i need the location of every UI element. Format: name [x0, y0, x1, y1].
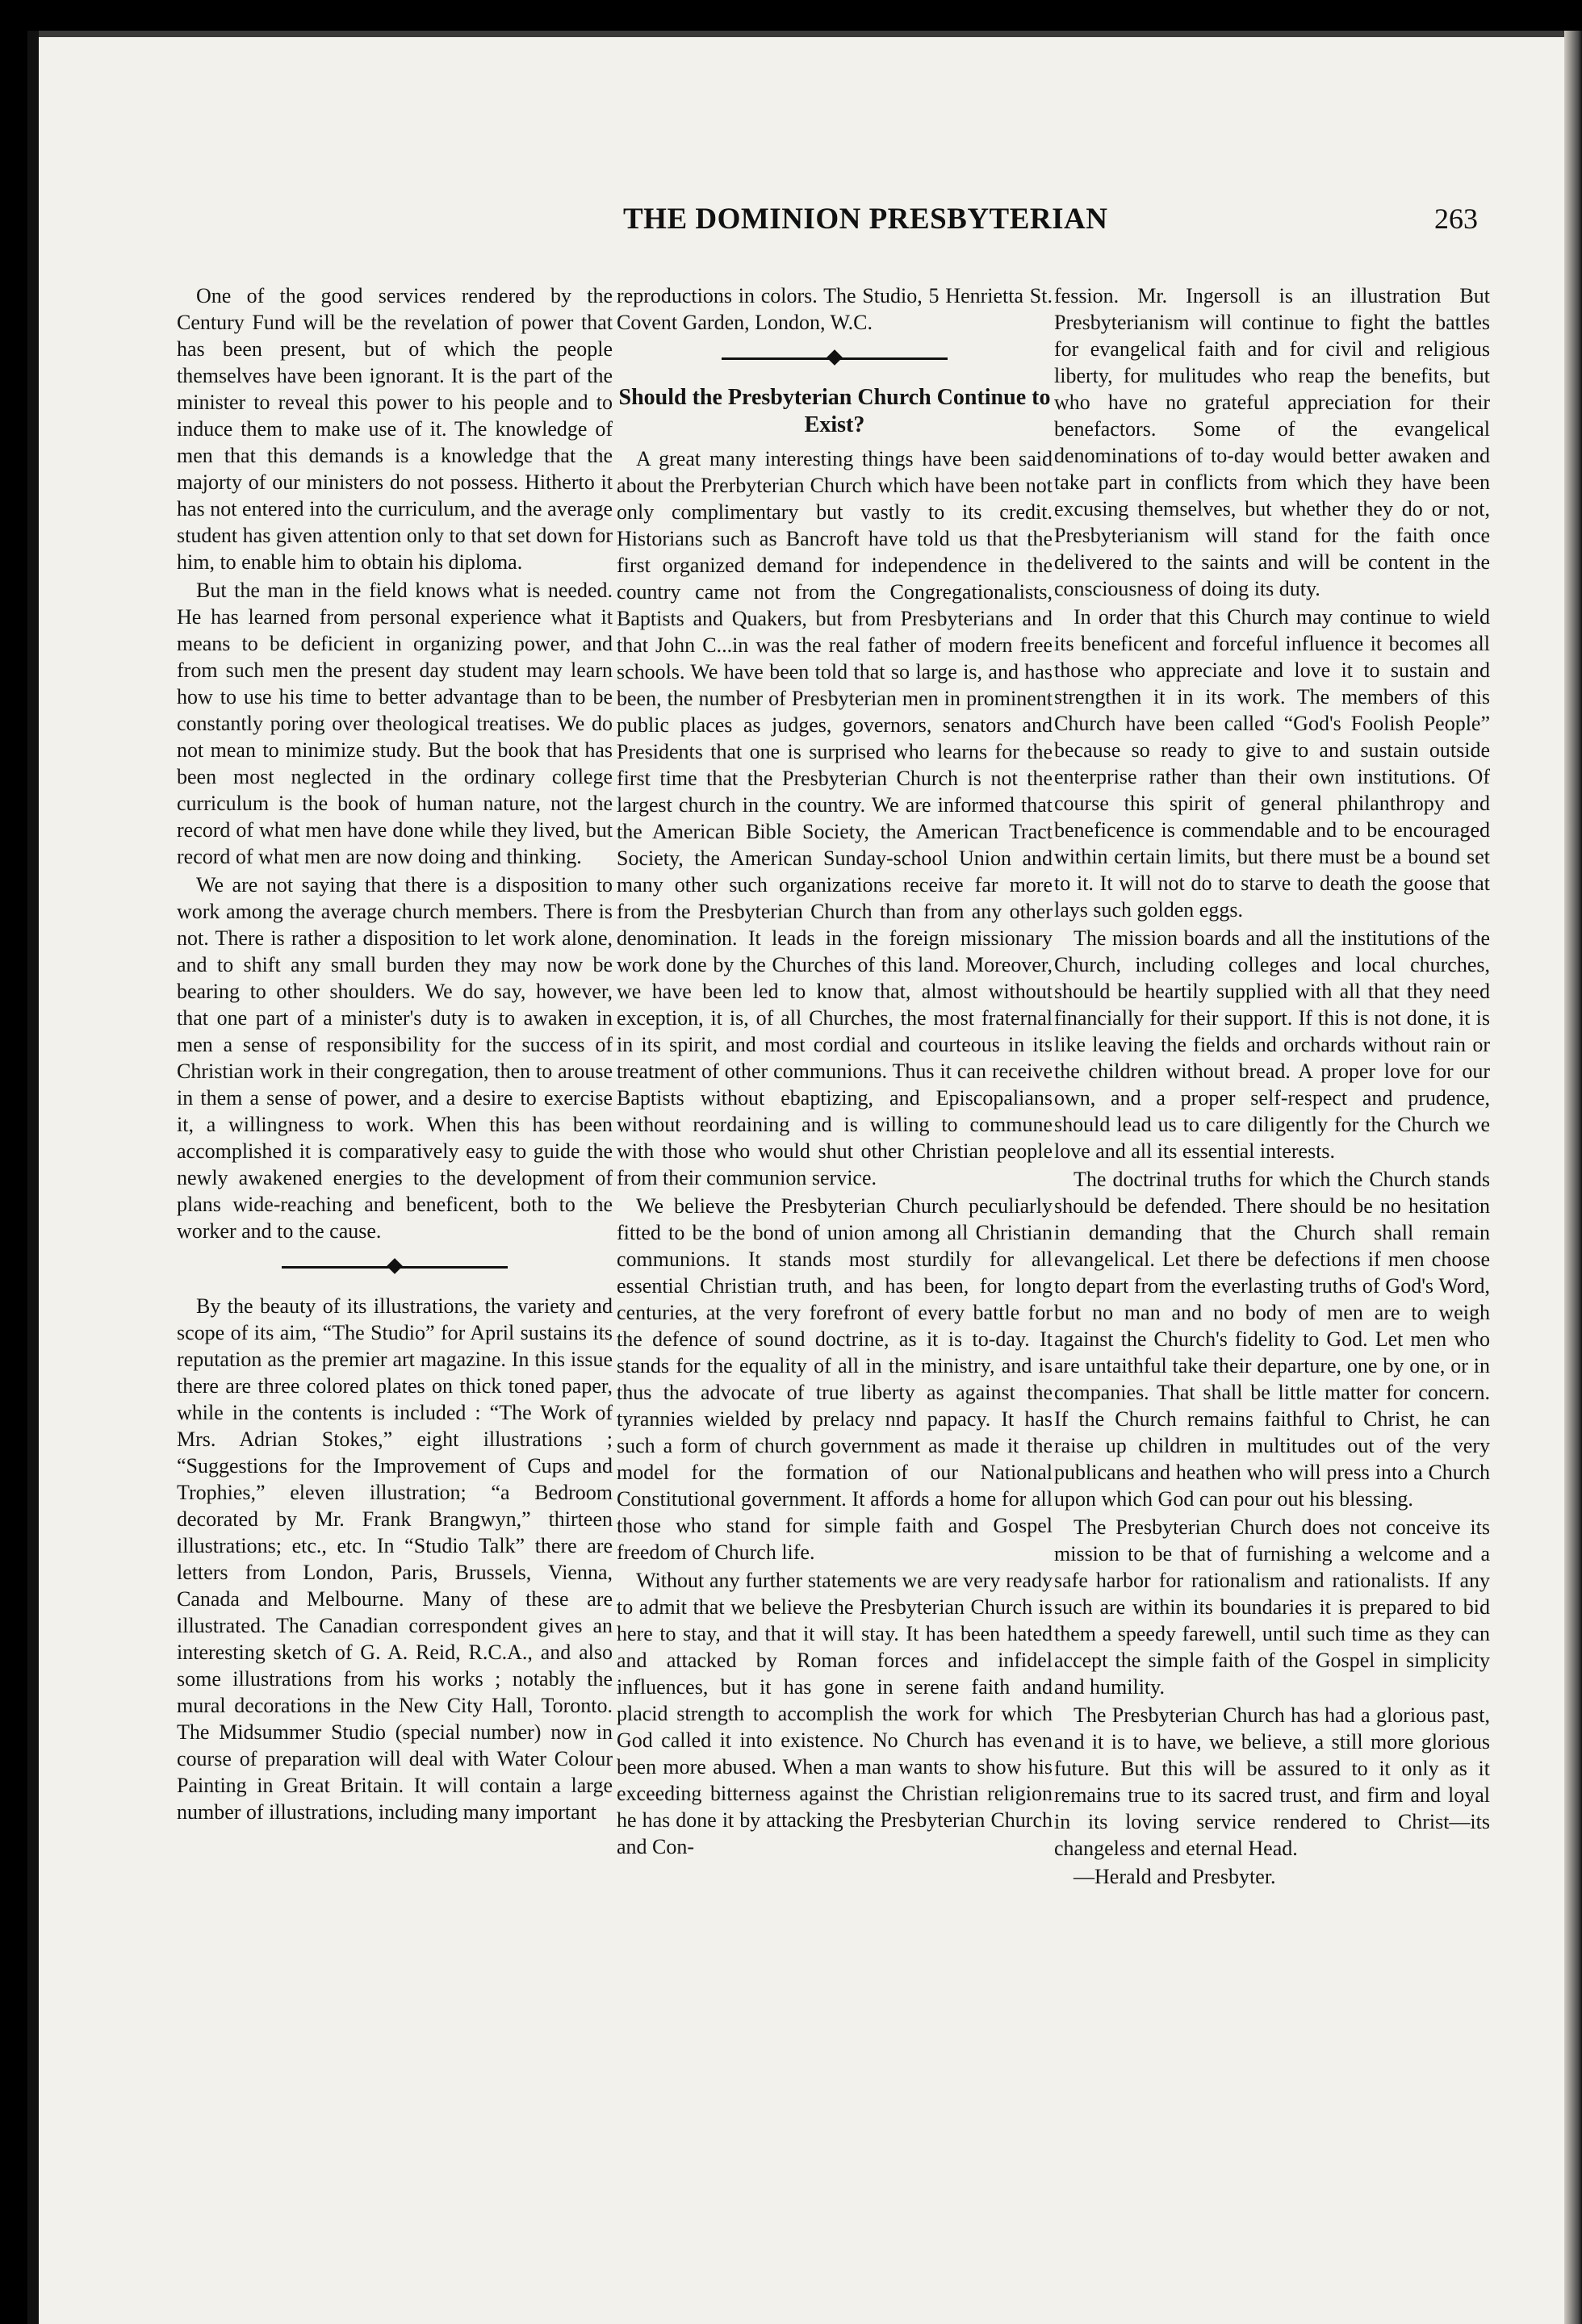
page-right-edge [1564, 31, 1582, 2324]
paragraph: But the man in the field knows what is needed. He has learned from personal experience what it means to be deficient in organizing power, and from such men the present day student may learn how to use his time to better advantage than to be constantly poring over theological treatises. We do not mean to minimize study. But the book that has been most neglected in the ordinary college curriculum is the book of human nature, not the record of what men have done while they lived, but record of what men are now doing and thinking. [177, 579, 613, 868]
paragraph: In order that this Church may continue to wield its beneficent and forceful influence it becomes all those who appreciate and love it to sustain and strengthen it in its work. The members of this Church have been called “God's Foolish People” because so ready to give to and sustain outside enterprise rather than their own institutions. Of course this spirit of general philanthropy and beneficence is commendable and to be encouraged within certain limits, but there must be a bound set to it. It will not do to starve to death the goose that lays such golden eggs. [1054, 605, 1490, 922]
paragraph: The Presbyterian Church has had a glorious past, and it is to have, we believe, a still more glorious future. But this will be assured to it only as it remains true to its sacred trust, and firm and loyal in its loving service rendered to Christ—its changeless and eternal Head. [1054, 1703, 1490, 1860]
paragraph: fession. Mr. Ingersoll is an illustration But Presbyterianism will continue to fight the battles for evangelical faith and for civil and religious liberty, for mulitudes who reap the benefits, but who have no grateful appreciation for their benefactors. Some of the evangelical denominations of to-day would better awaken and take part in conflicts from which they have been excusing themselves, but whether they do or not, Presbyterianism will stand for the faith once delivered to the saints and will be content in the consciousness of doing its duty. [1054, 284, 1490, 600]
paragraph: reproductions in colors. The Studio, 5 Henrietta St. Covent Garden, London, W.C. [617, 284, 1053, 334]
newspaper-page [27, 31, 1582, 2324]
page-top-edge [27, 31, 1582, 37]
paragraph: We believe the Presbyterian Church peculiarly fitted to be the bond of union among all Christian communions. It stands most sturdily for all essential Christian truth, and has been, for long centuries, at the very forefront of every battle for the defence of sound doctrine, as it is to-day. It stands for the equality of all in the ministry, and is thus the advocate of true liberty as against the tyrannies wielded by prelacy nnd papacy. It has such a form of church government as made it the model for the formation of our National Constitutional government. It affords a home for all those who stand for simple faith and Gospel freedom of Church life. [617, 1194, 1053, 1564]
masthead-title: THE DOMINION PRESBYTERIAN [623, 203, 1108, 236]
paragraph: By the beauty of its illustrations, the variety and scope of its aim, “The Studio” for April sustains its reputation as the premier art magazine. In this issue there are three colored plates on thick toned paper, while in the contents is included : “The Work of Mrs. Adrian Stokes,” eight illustrations ; “Suggestions for the Improvement of Cups and Trophies,” eleven illustration; “a Bedroom decorated by Mr. Frank Brangwyn,” thirteen illustrations; etc., etc. In “Studio Talk” there are letters from London, Paris, Brussels, Vienna, Canada and Melbourne. Many of these are illustrated. The Canadian correspondent gives an interesting sketch of G. A. Reid, R.C.A., and also some illustrations from his works ; notably the mural decorations in the New City Hall, Toronto. The Midsummer Studio (special number) now in course of preparation will deal with Water Colour Painting in Great Britain. It will contain a large number of illustrations, including many important [177, 1294, 613, 1824]
divider-diamond [387, 1258, 403, 1274]
paragraph: One of the good services rendered by the Century Fund will be the revelation of power that has been present, but of which the people themselves have been ignorant. It is the part of the minister to reveal this power to his people and to induce them to make use of it. The knowledge of men that this demands is a knowledge that the majorty of our ministers do not possess. Hitherto it has not entered into the curriculum, and the average student has given attention only to that set down for him, to enable him to obtain his diploma. [177, 284, 613, 574]
column-1 [177, 282, 613, 1827]
page-left-edge [27, 31, 39, 2324]
paragraph: The doctrinal truths for which the Church stands should be defended. There should be no hesitation in demanding that the Church shall remain evangelical. Let there be defections if men choose to depart from the everlasting truths of God's Word, but no man and no body of men are to weigh against the Church's fidelity to God. Let men who are untaithful take their departure, one by one, or in companies. That shall be little matter for concern. If the Church remains faithful to Christ, he can raise up children in multitudes out of the very publicans and heathen who will press into a Church upon which God can pour out his blessing. [1054, 1168, 1490, 1511]
divider-diamond [827, 349, 843, 366]
section-divider [282, 1256, 508, 1278]
paragraph: Without any further statements we are very ready to admit that we believe the Presbyterian Church is here to stay, and that it will stay. It has been hated and attacked by Roman forces and infidel influences, but it has gone in serene faith and placid strength to accomplish the work for which God called it into existence. No Church has even been more abused. When a man wants to show his exceeding bitterness against the Christian religion he has done it by attacking the Presbyterian Church and Con- [617, 1569, 1053, 1858]
section-divider [722, 347, 948, 370]
paragraph: The Presbyterian Church does not conceive its mission to be that of furnishing a welcome and a safe harbor for rationalism and rationalists. If any such are within its boundaries it is prepared to bid them a speedy farewell, until such time as they can accept the simple faith of the Gospel in simplicity and humility. [1054, 1515, 1490, 1699]
column-2 [617, 282, 1053, 1862]
paragraph: We are not saying that there is a disposition to work among the average church members. There is not. There is rather a disposition to let work alone, and to shift any small burden they may now be bearing to other shoulders. We do say, however, that one part of a minister's duty is to awaken in men a sense of responsibility for the success of Christian work in their congregation, then to arouse in them a sense of power, and a desire to exercise it, a willingness to work. When this has been accomplished it is comparatively easy to guide the newly awakened energies to the development of plans wide-reaching and beneficent, both to the worker and to the cause. [177, 873, 613, 1243]
column-3 [1054, 282, 1490, 1891]
paragraph: A great many interesting things have been said about the Prerbyterian Church which have been not only complimentary but vastly to its credit. Historians such as Bancroft have told us that the first organized demand for independence in the country came not from the Congregationalists, Baptists and Quakers, but from Presbyterians and that John C...in was the real father of modern free schools. We have been told that so large is, and has been, the number of Presbyterian men in prominent public places as judges, governors, senators and Presidents that one is surprised who learns for the first time that the Presbyterian Church is not the largest church in the country. We are informed that the American Bible Society, the American Tract Society, the American Sunday-school Union and many other such organizations receive far more from the Presbyterian Church than from any other denomination. It leads in the foreign missionary work done by the Churches of this land. Moreover, we have been led to know that, almost without exception, it is, of all Churches, the most fraternal in its spirit, and most cordial and courteous in its treatment of other communions. Thus it can receive Baptists without ebaptizing, and Episcopalians without reordaining and is willing to commune with those who would shut other Christian people from their communion service. [617, 447, 1053, 1189]
attribution: —Herald and Presbyter. [1074, 1865, 1276, 1888]
article-heading: Should the Presbyterian Church Continue to Exist? [618, 385, 1051, 437]
page-number: 263 [1434, 203, 1478, 235]
paragraph: The mission boards and all the institutions of the Church, including colleges and local churches, should be heartily supplied with all that they need financially for their support. If this is not done, it is like leaving the fields and orchards without rain or the children without bread. A proper love for our own, and a proper self-respect and prudence, should lead us to care diligently for the Church we love and all its essential interests. [1054, 926, 1490, 1163]
